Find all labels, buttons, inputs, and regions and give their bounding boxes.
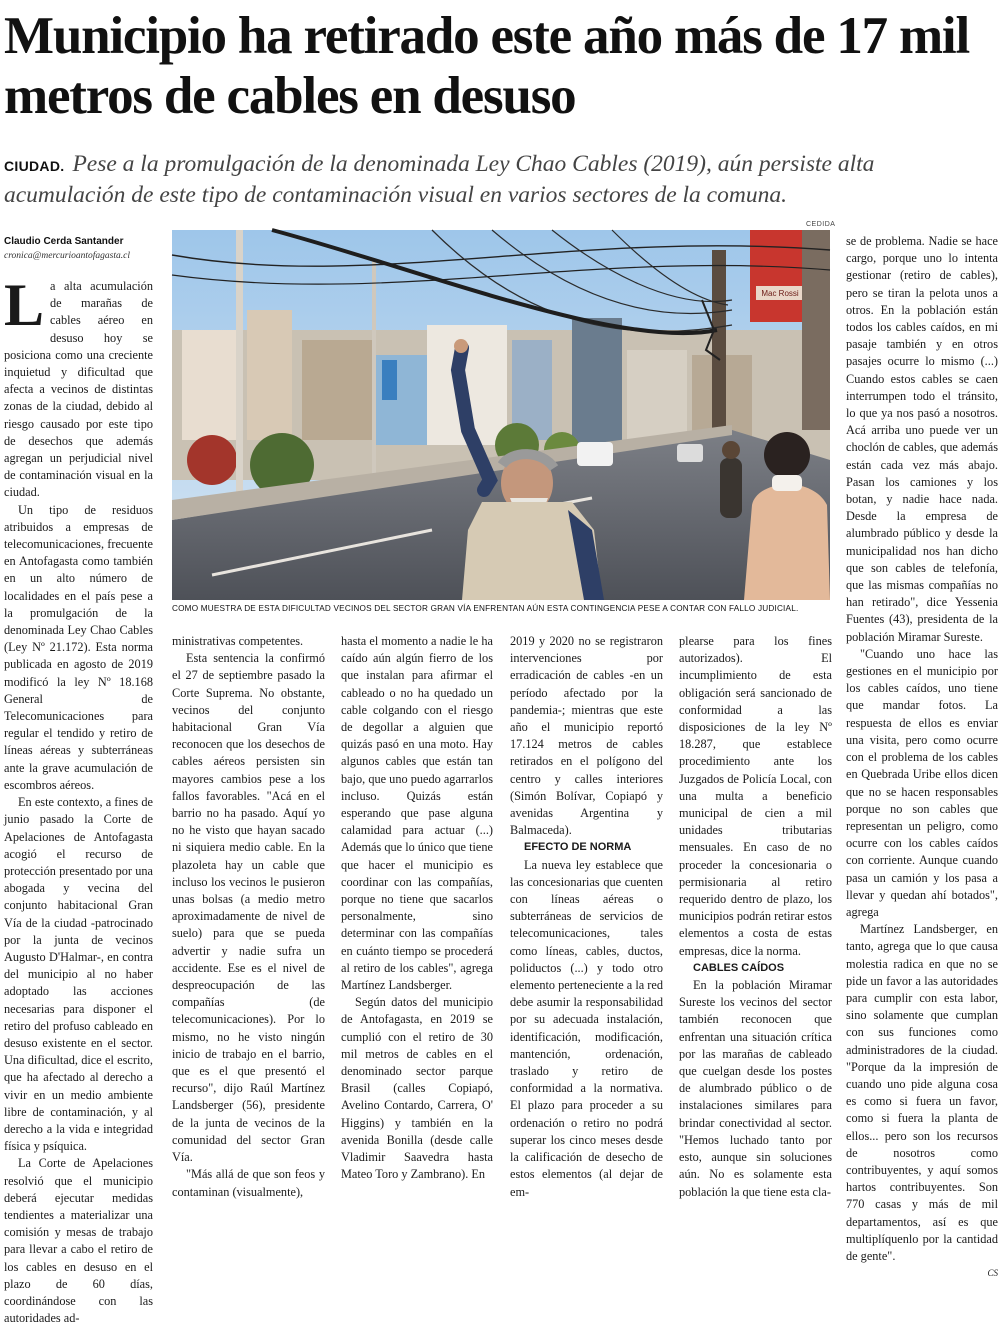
paragraph: plearse para los fines autorizados). El incumplimiento de esta obligación será sancionado de conformidad a las disposiciones de la ley Nº 18.287, que establece procedimiento ante los Juzgados de Policía Local, con una multa a beneficio municipal de cien a mil unidades tributarias mensuales. En caso de no proceder la concesionaria o permisionaria al retiro requerido dentro de plazo, los municipios podrán retirar estos elementos a costa de estas empresas, dice la norma. <box>679 634 832 958</box>
paragraph: En este contexto, a fines de junio pasado la Corte de Apelaciones de Antofagasta acogió el recurso de protección presentado por una abogada y vecina del conjunto habitacional Gran Vía de la ciudad -patrocinado por la junta de vecinos Augusto D'Halmar-, en contra del municipio al no haber adoptado las acciones necesarias para disponer el retiro del profuso cableado en desuso existente en el sector. Una dificultad, dice el escrito, que ha afectado al derecho a vivir en un medio ambiente libre de contaminación, y al derecho a la vida e integridad física y psíquica. <box>4 795 153 1154</box>
paragraph: hasta el momento a nadie le ha caído aún algún fierro de los que instalan para afirmar el cableado o no ha quedado un cable colgando con el riesgo de degollar a alguien que quizás pasó en una moto. Hay algunos cables que están tan bajo, que uno puedo agarrarlos incluso. Quizás están esperando que pase alguna calamidad para actuar (...) Además que lo único que tiene que hacer el municipio es coordinar con las compañías, porque no tiene que sacarlos personalmente, sino determinar con las compañías en cuánto tiempo se procederá al retiro de los cables", agrega Martínez Landsberger. <box>341 634 493 993</box>
byline <box>4 236 164 261</box>
subhead-efecto-de-norma: EFECTO DE NORMA <box>524 841 632 854</box>
paragraph: Un tipo de residuos atribuidos a empresas de telecomunicaciones, frecuente en Antofagasta como también en un alto número de localidades en el país pese a la promulgación de la denominada Ley Chao Cables (Ley Nº 21.172). Esta norma publicada en agosto de 2019 modificó la ley Nº 18.168 General de Telecomunicaciones para regular el tendido y retiro de líneas aéreas y subterráneas ante la grave acumulación de escombros aéreos. <box>4 502 153 792</box>
deck <box>4 150 994 210</box>
paragraph: 2019 y 2020 no se registraron intervenciones por erradicación de cables -en un período afectado por la pandemia-; mientras que este año el municipio reportó 17.124 metros de cables retirados en el polígono del centro y calles interiores (Simón Bolívar, Copiapó y avenidas Argentina y Balmaceda). <box>510 634 663 838</box>
author-email: cronica@mercurioantofagasta.cl <box>4 251 130 261</box>
street-cables-photo <box>172 230 830 600</box>
article-column-1 <box>4 272 153 1326</box>
paragraph: La nueva ley establece que las concesionarias que cuenten con líneas aéreas o subterráneas de servicios de telecomunicaciones, tales como líneas, cables, ductos, poliductos (...) y todo otro elemento perteneciente a la red debe asumir la responsabilidad por su adecuada instalación, identificación, modificación, mantención, ordenación, traslado y retiro de conformidad a la normativa. El plazo para proceder a su ordenación o retiro no podrá superar los cinco meses desde la calificación de desecho de estos elementos (al dejar de em- <box>510 857 663 1199</box>
paragraph: Martínez Landsberger, en tanto, agrega que lo que causa molestia radica en que no se pide un favor a las autoridades para cumplir con esta labor, sino solamente que cumplan con sus funciones como administradores de la ciudad. "Porque da la impresión de cuando uno pide alguna cosa es como si fuera un favor, como si fuera la planta de ellos... pero son los recursos de nosotros como contribuyentes, y aquí somos hartos contribuyentes. Son 770 casas y más de mil departamentos, así es que multiplíquenlo por la cantidad de gente". <box>846 922 998 1263</box>
photo-caption: COMO MUESTRA DE ESTA DIFICULTAD VECINOS DEL SECTOR GRAN VÍA ENFRENTAN AÚN ESTA CONTINGENCIA PESE A CONTAR CON FALLO JUDICIAL. <box>172 604 799 613</box>
subhead-cables-caidos: CABLES CAÍDOS <box>693 961 785 974</box>
paragraph: La Corte de Apelaciones resolvió que el municipio deberá ejecutar medidas tendientes a materializar una comisión y mesas de trabajo para llevar a cabo el retiro de los cables en desuso en el plazo de 60 días, coordinándose con las autoridades ad- <box>4 1156 153 1326</box>
article-column-3 <box>341 633 493 1182</box>
paragraph: Esta sentencia la confirmó el 27 de septiembre pasado la Corte Suprema. No obstante, vecinos del conjunto habitacional Gran Vía reconocen que los desechos de cables aéreos persisten sin mayores cambios pese a los fallos favorables. "Acá en el barrio no ha pasado. Aquí yo no he visto que hayan sacado ni siquiera medio cable. En la plazoleta hay un cable que incluso los vecinos le pusieron unas bolsas (a medio metro aproximadamente de nivel de suelo) para que se pueda advertir y nadie sufra un accidente. Ese es el nivel de despreocupación de las compañías (de telecomunicaciones). Por lo mismo, no he visto ningún inicio de trabajo en el barrio, que es el que presentó el recurso", dijo Raúl Martínez Landsberger (56), presidente de la junta de vecinos de la comunidad del sector Gran Vía. <box>172 651 325 1165</box>
author-name: Claudio Cerda Santander <box>4 236 124 247</box>
article-column-4 <box>510 633 663 1199</box>
deck-text: Pese a la promulgación de la denominada Ley Chao Cables (2019), aún persiste alta acumulación de este tipo de contaminación visual en varios sectores de la comuna. <box>4 151 875 208</box>
paragraph: Según datos del municipio de Antofagasta, en 2019 se cumplió con el retiro de 30 mil metros de cables en el denominado sector parque Brasil (calles Copiapó, Avelino Contardo, Carrera, O' Higgins) y también en la avenida Bonilla (desde calle Vladimir Saavedra hasta Mateo Toro y Zambrano). En <box>341 995 493 1182</box>
photo-credit: CEDIDA <box>806 221 836 228</box>
article-column-5 <box>679 633 832 1199</box>
drop-cap: L <box>4 272 45 338</box>
article-column-6 <box>846 233 998 1279</box>
article-column-2 <box>172 633 325 1199</box>
paragraph: se de problema. Nadie se hace cargo, porque uno lo intenta gestionar (retiro de cables), pero se tiran la pelota unos a otros. En la población están todos los cables caídos, en mi pasaje también y en otros pasajes ocurre lo mismo (...) Cuando estos cables se caen interrumpen todo el tránsito, lo que ya nos pasó a nosotros. Acá arriba uno puede ver un choclón de cables, que además están cada vez más abajo. Pasan los camiones y los botan, y nadie hace nada. Desde la empresa de alumbrado público y desde la municipalidad nos han dicho que son cables de telefonía, que las mismas compañías no han retirado", dice Yessenia Fuentes (43), presidenta de la población Miramar Sureste. <box>846 234 998 644</box>
news-photo <box>172 230 830 600</box>
paragraph: ministrativas competentes. <box>172 634 304 648</box>
paragraph: "Cuando uno hace las gestiones en el municipio por los cables caídos, uno tiene que mandar fotos. La respuesta de ellos es enviar una visita, pero como ocurre con el problema de los cables en Quebrada Uribe ellos dicen que no se hacen responsables porque no son cables que representan un peligro, como ocurre con los cables caídos con corriente. Aunque cuando pasa un camión y los pasa a llevar y quedan ahí botados", agrega <box>846 646 998 919</box>
shop-sign: Mac Rossi <box>761 289 799 298</box>
paragraph: "Más allá de que son feos y contaminan (visualmente), <box>172 1167 325 1199</box>
paragraph: En la población Miramar Sureste los vecinos del sector también reconocen que enfrentan una situación crítica por las marañas de cableado que cuelgan desde los postes de alumbrado público o de instalaciones similares para brindar conectividad al sector. "Hemos luchado tanto por esto, aunque sin soluciones aún. No es solamente esta población la que tiene esta cla- <box>679 978 832 1199</box>
section-kicker: CIUDAD. <box>4 158 65 174</box>
headline: Municipio ha retirado este año más de 17 mil metros de cables en desuso <box>4 7 969 125</box>
paragraph: La alta acumulación de marañas de cables aéreo en desuso hoy se posiciona como una creciente inquietud y dificultad que afecta a vecinos de distintas zonas de la ciudad, debido al riesgo causado por este tipo de desechos que además agregan un perjudicial nivel de contaminación visual en la ciudad. <box>4 272 153 500</box>
end-mark: CS <box>987 1268 998 1279</box>
